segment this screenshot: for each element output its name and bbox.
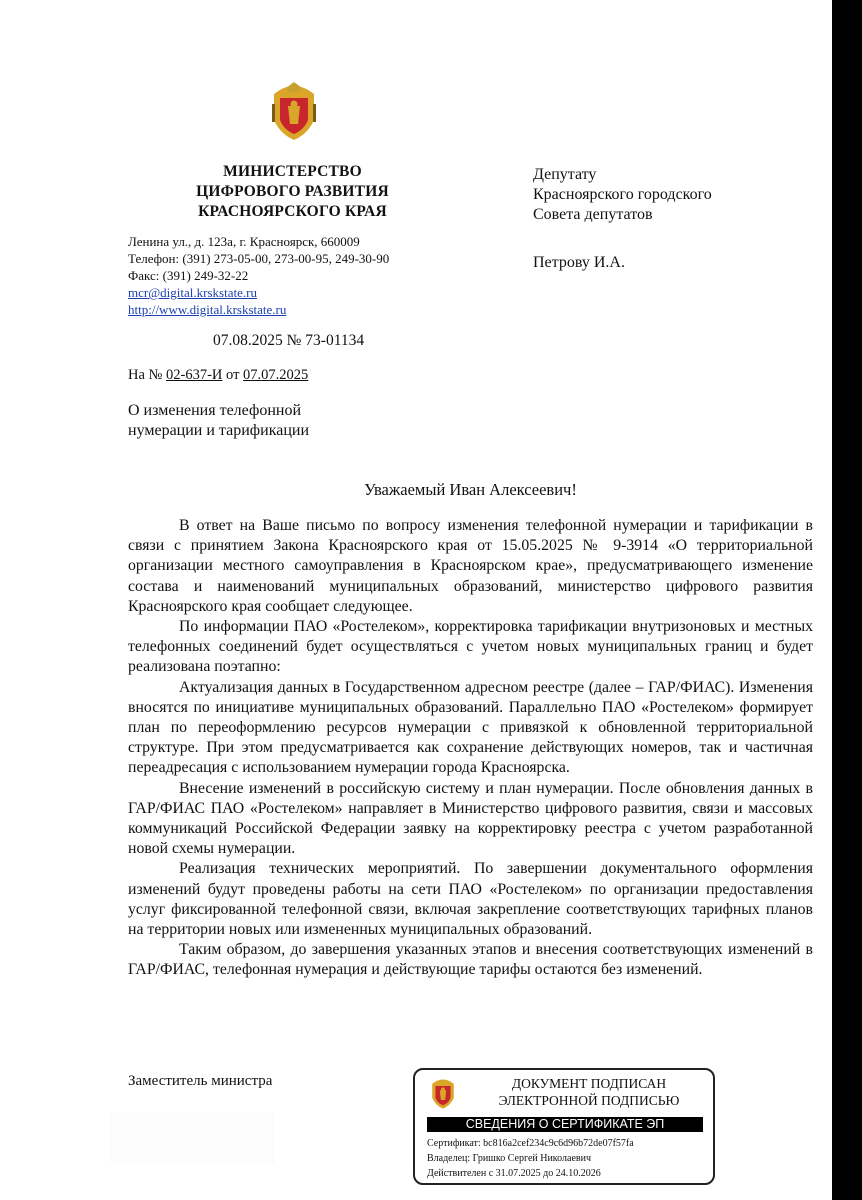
greeting: Уважаемый Иван Алексеевич! <box>364 480 577 499</box>
letter-body <box>128 516 813 981</box>
contact-block <box>128 233 389 318</box>
body-paragraph: Актуализация данных в Государственном адресном реестре (далее – ГАР/ФИАС). Изменения вносятся по инициативе муниципальных образований. Параллельно ПАО «Ростелеком» формирует план по переоформлению ресурсов нумерации с привязкой к обновленной территориальной структуре. При этом предусматривается как сохранение действующих номеров, так и частичная переадресация с использованием нумерации города Красноярска. <box>128 678 813 777</box>
ministry-name <box>160 162 425 222</box>
signatory-title: Заместитель министра <box>128 1073 273 1089</box>
reply-number: 02-637-И <box>166 367 223 383</box>
ministry-line: ЦИФРОВОГО РАЗВИТИЯ <box>196 183 389 200</box>
stamp-heading <box>469 1075 709 1109</box>
reply-middle: от <box>226 367 240 383</box>
reply-prefix: На № <box>128 367 163 383</box>
ministry-line: МИНИСТЕРСТВО <box>223 163 362 180</box>
subject-line: нумерации и тарификации <box>128 422 310 439</box>
body-paragraph: В ответ на Ваше письмо по вопросу изменения телефонной нумерации и тарификации в связи с принятием Закона Красноярского края от 15.05.2025 № 9-3914 «О территориальной организации местного самоуправления в Красноярском крае», предусматривающего изменение состава и наименований муниципальных образований, министерство цифрового развития Красноярского края сообщает следующее. <box>128 517 813 615</box>
subject <box>128 401 309 441</box>
body-paragraph: Внесение изменений в российскую систему и план нумерации. После обновления данных в ГАР/ФИАС ПАО «Ростелеком» направляет в Министерство цифрового развития, связи и массовых коммуникаций Российской Федерации заявку на корректировку реестра с учетом разработанной новой схемы нумерации. <box>128 779 813 858</box>
stamp-heading-line: ДОКУМЕНТ ПОДПИСАН <box>511 1076 667 1091</box>
body-paragraph: Таким образом, до завершения указанных этапов и внесения соответствующих изменений в ГАР/ФИАС, телефонная нумерация и действующие тарифы остаются без изменений. <box>128 941 813 979</box>
fax: Факс: (391) 249-32-22 <box>128 268 249 283</box>
e-signature-stamp <box>413 1068 715 1185</box>
registration-number: 07.08.2025 № 73-01134 <box>213 332 365 349</box>
addressee-line: Депутату <box>533 166 597 183</box>
coat-of-arms-icon <box>268 80 320 142</box>
subject-line: О изменения телефонной <box>128 402 302 419</box>
stamp-owner: Владелец: Гришко Сергей Николаевич <box>427 1153 591 1164</box>
redacted-area <box>110 1112 275 1164</box>
body-paragraph: Реализация технических мероприятий. По завершении документального оформления изменений будут проведены работы на сети ПАО «Ростелеком» по организации предоставления услуг фиксированной телефонной связи, включая закрепление соответствующих тарифных планов на территории новых или измененных муниципальных образований. <box>128 860 813 939</box>
addressee-line: Совета депутатов <box>533 206 653 223</box>
coat-of-arms-icon <box>429 1076 457 1110</box>
addressee <box>533 165 712 273</box>
stamp-bar: СВЕДЕНИЯ О СЕРТИФИКАТЕ ЭП <box>427 1117 703 1132</box>
stamp-validity: Действителен с 31.07.2025 до 24.10.2026 <box>427 1168 601 1179</box>
stamp-heading-line: ЭЛЕКТРОННОЙ ПОДПИСЬЮ <box>498 1093 680 1108</box>
website-link[interactable]: http://www.digital.krskstate.ru <box>128 302 287 317</box>
stamp-certificate: Сертификат: bc816a2cef234c9c6d96b72de07f57fa <box>427 1138 634 1149</box>
stamp-info <box>427 1136 634 1181</box>
body-paragraph: По информации ПАО «Ростелеком», корректировка тарификации внутризоновых и местных телефонных соединений будет осуществляться с учетом новых муниципальных границ и будет реализована поэтапно: <box>128 618 813 676</box>
ministry-line: КРАСНОЯРСКОГО КРАЯ <box>198 203 387 220</box>
reply-reference <box>128 367 308 384</box>
reply-date: 07.07.2025 <box>243 367 309 383</box>
phone: Телефон: (391) 273-05-00, 273-00-95, 249-30-90 <box>128 251 390 266</box>
address: Ленина ул., д. 123а, г. Красноярск, 660009 <box>128 234 360 249</box>
addressee-line: Красноярского городского <box>533 186 712 203</box>
addressee-name: Петрову И.А. <box>533 254 625 271</box>
email-link[interactable]: mcr@digital.krskstate.ru <box>128 285 257 300</box>
